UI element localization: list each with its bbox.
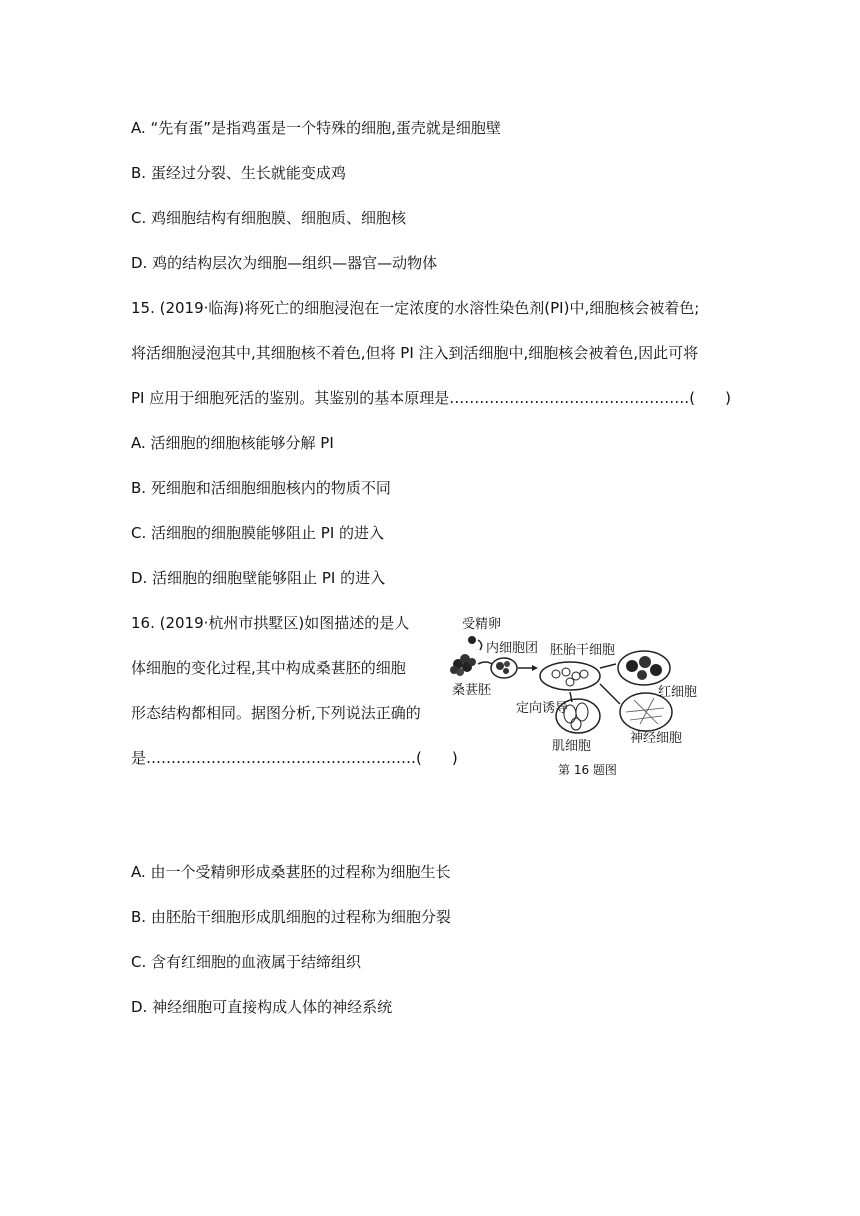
label-embryonic-stem-cell: 胚胎干细胞 [550,643,616,658]
q15-option-a: A. 活细胞的细胞核能够分解 PI [131,434,334,452]
q15-option-b: B. 死细胞和活细胞细胞核内的物质不同 [131,479,391,497]
q15-stem-line-2: 将活细胞浸泡其中,其细胞核不着色,但将 PI 注入到活细胞中,细胞核会被着色,因此可将 [131,344,699,362]
arrow-morula-to-inner-mass [478,662,492,664]
q15-option-c: C. 活细胞的细胞膜能够阻止 PI 的进入 [131,524,385,542]
figure-caption: 第 16 题图 [558,763,617,777]
q15-option-d: D. 活细胞的细胞壁能够阻止 PI 的进入 [131,569,386,587]
q15-stem-line-1: 15. (2019·临海)将死亡的细胞浸泡在一定浓度的水溶性染色剂(PI)中,细胞核会被着色; [131,299,700,317]
q16-stem-line-4: 是………………………………………………( ) [131,749,458,767]
cell-differentiation-diagram [450,612,720,780]
label-nerve-cell: 神经细胞 [630,731,683,746]
q16-stem-line-2: 体细胞的变化过程,其中构成桑葚胚的细胞 [131,659,406,677]
q14-option-d: D. 鸡的结构层次为细胞—组织—器官—动物体 [131,254,438,272]
q14-option-b: B. 蛋经过分裂、生长就能变成鸡 [131,164,346,182]
q16-figure [450,612,720,780]
q16-option-b: B. 由胚胎干细胞形成肌细胞的过程称为细胞分裂 [131,908,451,926]
label-inner-cell-mass: 内细胞团 [486,641,539,656]
q14-option-a: A. “先有蛋”是指鸡蛋是一个特殊的细胞,蛋壳就是细胞壁 [131,119,501,137]
arrow-to-nerve-cell [600,684,620,704]
label-fertilized-egg: 受精卵 [462,617,502,632]
q15-stem-line-3: PI 应用于细胞死活的鉴别。其鉴别的基本原理是…………………………………………( ) [131,389,731,407]
arrow-to-red-cell [600,664,616,668]
q16-stem-line-1: 16. (2019·杭州市拱墅区)如图描述的是人 [131,614,410,632]
q16-option-d: D. 神经细胞可直接构成人体的神经系统 [131,998,393,1016]
q16-option-c: C. 含有红细胞的血液属于结缔组织 [131,953,362,971]
label-red-blood-cell: 红细胞 [658,685,698,700]
morula-cluster [450,654,476,676]
q14-option-c: C. 鸡细胞结构有细胞膜、细胞质、细胞核 [131,209,407,227]
fertilized-egg-cell [468,636,476,644]
q16-option-a: A. 由一个受精卵形成桑葚胚的过程称为细胞生长 [131,863,451,881]
q16-stem-line-3: 形态结构都相同。据图分析,下列说法正确的 [131,704,421,722]
inner-cell-mass-shape [491,658,517,678]
label-muscle-cell: 肌细胞 [552,739,592,754]
arrow-egg-to-morula [478,640,482,650]
label-morula: 桑葚胚 [452,683,492,698]
label-directed-induction: 定向诱导 [516,701,569,716]
